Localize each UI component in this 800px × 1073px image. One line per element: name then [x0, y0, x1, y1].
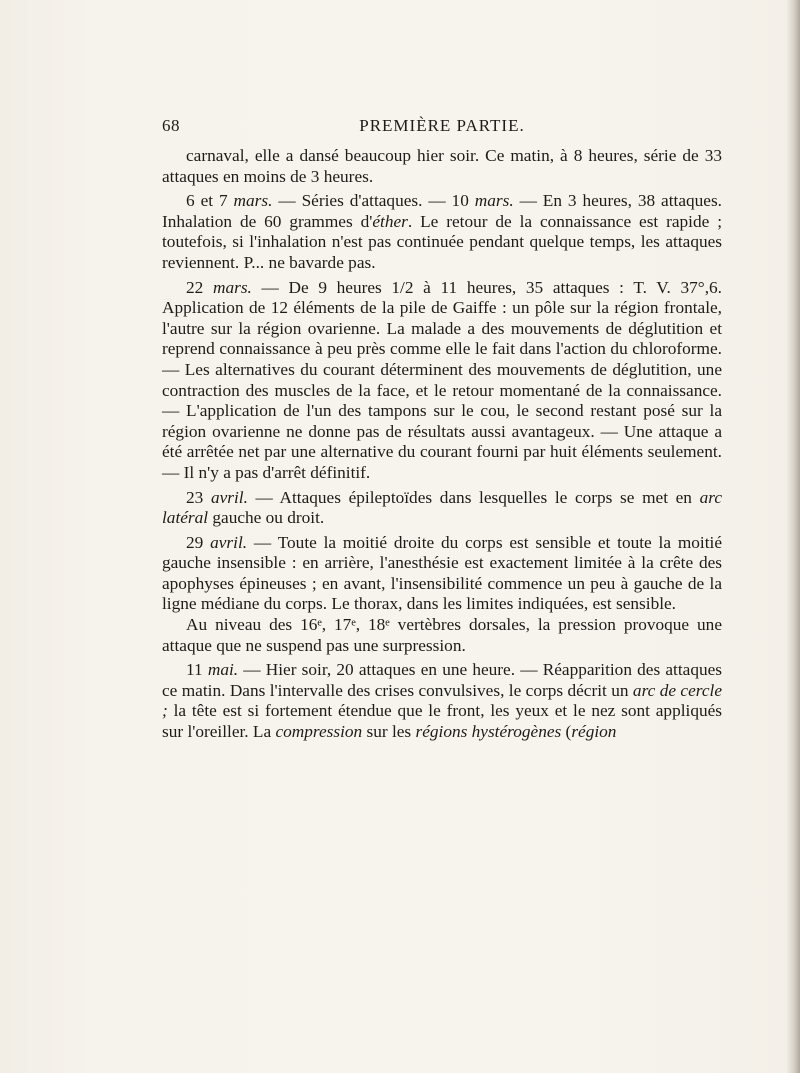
paragraph — [162, 191, 722, 273]
italic-text: arc de cercle ; — [162, 680, 722, 721]
italic-text: éther — [372, 211, 408, 231]
text-segment: carnaval, elle a dansé beaucoup hier soir. Ce matin, à 8 heures, série de 33 attaques en moins de 3 heures. — [162, 146, 722, 186]
italic-text: mars. — [474, 191, 514, 211]
text-segment: 23 — [186, 487, 211, 507]
text-segment: 11 — [186, 660, 208, 680]
italic-text: arc latéral — [162, 487, 722, 528]
paragraph — [162, 660, 722, 742]
italic-text: avril. — [210, 487, 248, 507]
italic-text: mars. — [212, 277, 252, 297]
text-segment: — Attaques épileptoïdes dans lesquelles le corps se met en — [247, 487, 700, 507]
text-segment: — En 3 heures, 38 attaques. Inhalation de 60 grammes d' — [162, 191, 722, 231]
text-segment: 22 — [186, 277, 213, 297]
text-segment: 29 — [186, 532, 211, 552]
text-segment: — Hier soir, 20 attaques en une heure. — Réapparition des attaques ce matin. Dans l'intervalle des crises convulsives, le corps décrit un — [162, 660, 723, 700]
text-segment: la tête est si fortement étendue que le front, les yeux et le nez sont appliqués sur l'oreiller. La — [162, 701, 722, 742]
italic-text: avril. — [210, 532, 248, 552]
text-segment: . Le retour de la connaissance est rapide ; toutefois, si l'inhalation n'est pas continuée pendant quelque temps, les attaques reviennent. P... ne bavarde pas. — [162, 211, 722, 272]
text-segment: — Séries d'attaques. — 10 — [272, 191, 475, 211]
paragraph — [162, 533, 722, 615]
text-segment: sur les — [362, 722, 416, 742]
italic-text: compression — [275, 722, 363, 742]
text-segment: ( — [561, 722, 572, 742]
page-edge-shadow — [786, 0, 800, 1073]
page-number: 68 — [162, 116, 180, 135]
italic-text: mai. — [207, 660, 239, 680]
text-segment: 6 et 7 — [186, 191, 234, 211]
text-segment: — Toute la moitié droite du corps est sensible et toute la moitié gauche insensible : en arrière, l'anesthésie est exactement limitée à la crête des apophyses épineuses ; en avant, l'insensibilité commence un peu à gauche de la ligne médiane du corps. Le thorax, dans les limites indiquées, est sensible. — [162, 532, 722, 614]
running-head: PREMIÈRE PARTIE. — [359, 116, 525, 135]
paragraph — [162, 615, 722, 656]
italic-text: régions hystérogènes — [415, 722, 562, 742]
paragraph — [162, 278, 722, 484]
paragraph — [162, 146, 722, 187]
italic-text: mars. — [233, 191, 273, 211]
text-segment: — De 9 heures 1/2 à 11 heures, 35 attaques : T. V. 37°,6. Application de 12 éléments de la pile de Gaiffe : un pôle sur la région frontale, l'autre sur la région ovarienne. La malade a des mouvements de déglutition et reprend connaissance à peu près comme elle le fait dans l'action du chloroforme. — Les alternatives du courant déterminent des mouvements de déglutition, une contraction des muscles de la face, et le retour momentané de la connaissance. — L'application de l'un des tampons sur le cou, le second restant posé sur la région ovarienne ne donne pas de résultats aussi avantageux. — Une attaque a été arrêtée net par une alternative du courant fourni par huit éléments seulement. — Il n'y a pas d'arrêt définitif. — [162, 277, 722, 482]
page-header — [162, 116, 722, 140]
italic-text: région — [571, 722, 617, 742]
text-segment: Au niveau des 16ᵉ, 17ᵉ, 18ᵉ vertèbres dorsales, la pression provoque une attaque que ne suspend pas une surpression. — [162, 615, 722, 655]
paragraph — [162, 488, 722, 529]
text-segment: gauche ou droit. — [208, 508, 325, 528]
body-text — [162, 146, 722, 743]
